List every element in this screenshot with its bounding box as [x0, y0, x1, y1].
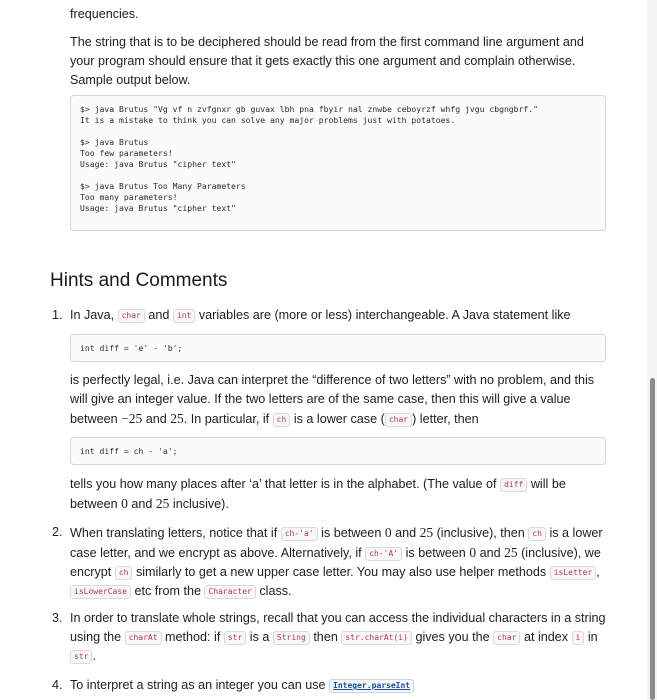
sample-output-block: [70, 95, 606, 231]
inline-code: ch-'a': [281, 527, 318, 541]
code-char: char: [385, 413, 412, 427]
hint-1-intro: In Java, char and int variables are (more or less) interchangeable. A Java statement like: [70, 308, 571, 322]
code-example-diff-letters: int diff = 'e' - 'b';: [70, 334, 606, 362]
code-example-diff-ch: int diff = ch - 'a';: [70, 437, 606, 465]
frequencies-text: frequencies.: [70, 7, 139, 21]
inline-code: ch: [115, 566, 133, 580]
inline-code: String: [273, 631, 310, 645]
hint-number: 2.: [52, 525, 63, 539]
hint-1-explanation: is perfectly legal, i.e. Java can interpret the “difference of two letters” with no problem, and this will give an integer value. If the two letters are of the same case, then this will give a value between −25 and 25. In particular, if ch is a lower case ( char ) letter, then: [70, 373, 595, 426]
inline-code: char: [493, 631, 520, 645]
hint-3: In order to translate whole strings, recall that you can access the individual characters in a string using the charAt method: if str is a String then str.charAt(i) gives you the char at index i in str .: [70, 611, 606, 663]
hint-2: When translating letters, notice that if ch-'a' is between 0 and 25 (inclusive), then ch is a lower case letter, and we encrypt as above. Alternatively, if ch-'A' is between 0 and 25 (inclusive), we encrypt ch similarly to get a new upper case letter. You may also use helper methods isLetter , isLowerCase etc from the Character class.: [70, 525, 603, 598]
code-char: char: [118, 309, 145, 323]
scrollbar-thumb[interactable]: [650, 378, 655, 700]
hints-heading: Hints and Comments: [50, 270, 228, 291]
hint-4: To interpret a string as an integer you can use Integer.parseInt: [70, 676, 610, 695]
inline-code: str: [224, 631, 246, 645]
inline-code: ch-'A': [365, 547, 402, 561]
code-line: Usage: java Brutus "cipher text": [80, 159, 236, 169]
code-line: Too few parameters!: [80, 148, 173, 158]
hint-number: 1.: [52, 308, 63, 322]
code-line: Usage: java Brutus "cipher text": [80, 203, 236, 213]
code-diff: diff: [500, 478, 527, 492]
inline-code: charAt: [125, 631, 162, 645]
inline-code: isLetter: [550, 566, 597, 580]
inline-code: str: [70, 650, 92, 664]
integer-parseint-link[interactable]: Integer.parseInt: [329, 679, 414, 693]
code-line: Too many parameters!: [80, 192, 178, 202]
hint-number: 4.: [52, 678, 63, 692]
code-line: It is a mistake to think you can solve any major problems just with potatoes.: [80, 115, 456, 125]
inline-code: Character: [204, 585, 255, 599]
code-line: $> java Brutus: [80, 137, 149, 147]
code-line: $> java Brutus Too Many Parameters: [80, 181, 246, 191]
code-int: int: [173, 309, 195, 323]
code-ch: ch: [273, 413, 291, 427]
deciphered-paragraph: The string that is to be deciphered should be read from the first command line argument and your program should ensure that it gets exactly this one argument and complain otherwise. Sample output below.: [70, 35, 584, 87]
hint-1-conclusion: tells you how many places after ‘a’ that letter is in the alphabet. (The value of diff will be between 0 and 25 inclusive).: [70, 477, 566, 511]
inline-code: ch: [528, 527, 546, 541]
inline-code: isLowerCase: [70, 585, 131, 599]
inline-code: i: [572, 631, 585, 645]
code-line: $> java Brutus "Vg vf n zvfgnxr gb guvax lbh pna fbyir nal znwbe ceboyrzf whfg jvgu cbgngbrf.": [80, 104, 539, 114]
hint-number: 3.: [52, 611, 63, 625]
inline-code: str.charAt(i): [341, 631, 412, 645]
